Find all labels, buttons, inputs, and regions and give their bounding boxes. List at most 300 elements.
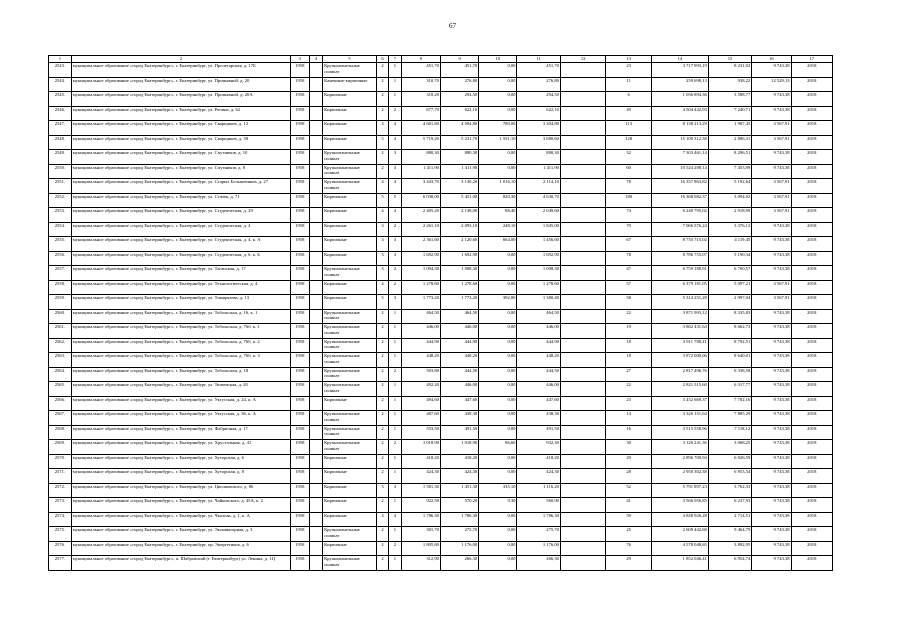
- cell-address: муниципальное образование «город Екатеринбург», г. Екатеринбург, ул. Таганская, д. 17: [71, 266, 290, 281]
- page-number: 67: [449, 22, 456, 30]
- cell-living-area: 491,50: [440, 425, 478, 440]
- cell-year-renovated: [309, 208, 322, 223]
- cell-year-renovated: [309, 251, 322, 266]
- cell-floors: 2: [376, 425, 388, 440]
- cell-planned-year: 2018: [791, 309, 832, 324]
- cell-wall-material: Кирпичные: [323, 222, 377, 237]
- cell-total-area: 446,00: [401, 324, 440, 339]
- cell-cost-per-sqm: 7 453,99: [708, 164, 751, 179]
- cell-entrances: 4: [389, 179, 401, 194]
- cell-blank: [560, 469, 606, 484]
- cell-planned-year: 2018: [791, 353, 832, 368]
- cell-max-cost-per-sqm: 3 567,91: [752, 295, 791, 310]
- cell-wall-material: Кирпичные: [323, 251, 377, 266]
- column-number-header: 2: [71, 56, 290, 63]
- column-number-header: 8: [401, 56, 440, 63]
- cell-total-area: 444,90: [401, 338, 440, 353]
- cell-residential-area: 2 049,60: [517, 208, 560, 223]
- cell-cost-per-sqm: 5 192,64: [708, 179, 751, 194]
- cell-wall-material: Кирпичные: [323, 237, 377, 252]
- cell-floors: 5: [376, 295, 388, 310]
- cell-non-residential-area: 0,00: [479, 353, 517, 368]
- cell-residents: 78: [606, 251, 652, 266]
- cell-residents: 22: [606, 382, 652, 397]
- cell-max-cost-per-sqm: 3 567,91: [752, 280, 791, 295]
- cell-row-number: 2543.: [49, 63, 72, 78]
- cell-row-number: 2572.: [49, 483, 72, 498]
- cell-wall-material: Крупнопанельные силикат: [323, 353, 377, 368]
- cell-max-cost-per-sqm: 9 743,38: [752, 382, 791, 397]
- cell-planned-year: 2018: [791, 135, 832, 150]
- cell-non-residential-area: 820,30: [479, 193, 517, 208]
- cell-repair-cost: 4 848 926,28: [651, 512, 708, 527]
- cell-year-renovated: [309, 411, 322, 426]
- cell-total-area: 310,70: [401, 77, 440, 92]
- cell-blank: [560, 208, 606, 223]
- cell-total-area: 2 405,20: [401, 208, 440, 223]
- cell-address: муниципальное образование «город Екатеринбург», г. Екатеринбург, ул. Чайковского, д. 45А, к. 2: [71, 498, 290, 513]
- cell-planned-year: 2018: [791, 396, 832, 411]
- cell-cost-per-sqm: 6 926,59: [708, 454, 751, 469]
- cell-repair-cost: 8 735 715,02: [651, 237, 708, 252]
- cell-cost-per-sqm: 7 885,29: [708, 411, 751, 426]
- cell-planned-year: 2018: [791, 164, 832, 179]
- cell-max-cost-per-sqm: 9 743,38: [752, 396, 791, 411]
- cell-floors: 2: [376, 454, 388, 469]
- cell-year-built: 1958: [291, 324, 310, 339]
- cell-entrances: 5: [389, 193, 401, 208]
- cell-entrances: 4: [389, 135, 401, 150]
- column-number-header: 16: [752, 56, 791, 63]
- cell-year-renovated: [309, 454, 322, 469]
- cell-wall-material: Крупнопанельные силикат: [323, 527, 377, 542]
- cell-repair-cost: 1 852 046,41: [651, 556, 708, 571]
- cell-cost-per-sqm: 9 464,79: [708, 527, 751, 542]
- cell-year-built: 1958: [291, 338, 310, 353]
- cell-max-cost-per-sqm: 9 743,38: [752, 353, 791, 368]
- cell-repair-cost: 3 872 000,06: [651, 353, 708, 368]
- column-number-header: 14: [651, 56, 708, 63]
- cell-residential-area: 1 692,90: [517, 251, 560, 266]
- cell-address: муниципальное образование «город Екатеринбург», г. Екатеринбург, ул. Тобольская, д. 76б, к. 1: [71, 324, 290, 339]
- cell-address: муниципальное образование «город Екатеринбург», г. Екатеринбург, ул. Спутников, д. 8: [71, 164, 290, 179]
- cell-total-area: 1 411,90: [401, 164, 440, 179]
- cell-residents: 113: [606, 121, 652, 136]
- cell-year-renovated: [309, 135, 322, 150]
- cell-non-residential-area: 664,00: [479, 237, 517, 252]
- cell-year-built: 1958: [291, 251, 310, 266]
- cell-total-area: 6 038,00: [401, 193, 440, 208]
- cell-year-renovated: [309, 324, 322, 339]
- cell-max-cost-per-sqm: 9 743,38: [752, 251, 791, 266]
- cell-wall-material: Крупнопанельные силикат: [323, 266, 377, 281]
- cell-non-residential-area: 0,00: [479, 527, 517, 542]
- cell-living-area: 275,70: [440, 527, 478, 542]
- cell-planned-year: 2018: [791, 251, 832, 266]
- column-number-header: 1: [49, 56, 72, 63]
- cell-residents: 70: [606, 222, 652, 237]
- cell-repair-cost: 6 759 188,91: [651, 266, 708, 281]
- cell-planned-year: 2018: [791, 193, 832, 208]
- cell-living-area: 464,50: [440, 309, 478, 324]
- cell-residential-area: 1 278,60: [517, 280, 560, 295]
- cell-wall-material: Крупнопанельные силикат: [323, 150, 377, 165]
- cell-year-built: 1958: [291, 106, 310, 121]
- cell-wall-material: Кирпичные: [323, 469, 377, 484]
- cell-blank: [560, 483, 606, 498]
- cell-floors: 2: [376, 367, 388, 382]
- cell-row-number: 2566.: [49, 396, 72, 411]
- cell-address: муниципальное образование «город Екатеринбург», г. Екатеринбург, ул. Старых Большевиков, д. 27: [71, 179, 290, 194]
- cell-floors: 2: [376, 150, 388, 165]
- cell-living-area: 1 773,20: [440, 295, 478, 310]
- cell-planned-year: 2018: [791, 440, 832, 455]
- cell-non-residential-area: 0,00: [479, 396, 517, 411]
- cell-wall-material: Кирпичные: [323, 92, 377, 107]
- cell-entrances: 3: [389, 251, 401, 266]
- cell-row-number: 2546.: [49, 106, 72, 121]
- cell-max-cost-per-sqm: 9 743,38: [752, 309, 791, 324]
- cell-blank: [560, 266, 606, 281]
- cell-entrances: 1: [389, 63, 401, 78]
- cell-row-number: 2558.: [49, 280, 72, 295]
- cell-non-residential-area: 86,60: [479, 440, 517, 455]
- cell-entrances: 1: [389, 454, 401, 469]
- cell-floors: 2: [376, 556, 388, 571]
- cell-entrances: 1: [389, 309, 401, 324]
- cell-floors: 5: [376, 135, 388, 150]
- cell-cost-per-sqm: 3 094,02: [708, 193, 751, 208]
- cell-row-number: 2552.: [49, 193, 72, 208]
- cell-address: муниципальное образование «город Екатеринбург», г. Екатеринбург, ул. Пролетарская, д. 17Б: [71, 63, 290, 78]
- cell-year-renovated: [309, 353, 322, 368]
- cell-wall-material: Крупнопанельные силикат: [323, 382, 377, 397]
- cell-residents: 6: [606, 92, 652, 107]
- cell-repair-cost: 4 504 442,93: [651, 106, 708, 121]
- column-number-header: 3: [291, 56, 310, 63]
- cell-blank: [560, 193, 606, 208]
- cell-entrances: 2: [389, 367, 401, 382]
- cell-residents: 19: [606, 324, 652, 339]
- cell-wall-material: Кирпичные: [323, 541, 377, 556]
- cell-repair-cost: 3 432 669,37: [651, 396, 708, 411]
- cell-cost-per-sqm: 5 097,21: [708, 280, 751, 295]
- cell-max-cost-per-sqm: 9 743,38: [752, 469, 791, 484]
- cell-cost-per-sqm: 3 892,95: [708, 541, 751, 556]
- cell-address: муниципальное образование «город Екатеринбург», г. Екатеринбург, ул. Хрустальная, д. 41: [71, 440, 290, 455]
- cell-floors: 2: [376, 382, 388, 397]
- cell-floors: 4: [376, 280, 388, 295]
- cell-entrances: 3: [389, 164, 401, 179]
- cell-max-cost-per-sqm: 12 529,13: [752, 77, 791, 92]
- cell-living-area: 448,20: [440, 353, 478, 368]
- cell-max-cost-per-sqm: 9 743,38: [752, 367, 791, 382]
- cell-residential-area: 294,50: [517, 92, 560, 107]
- cell-total-area: 1 278,60: [401, 280, 440, 295]
- cell-blank: [560, 527, 606, 542]
- cell-living-area: 1 018,90: [440, 440, 478, 455]
- cell-row-number: 2567.: [49, 411, 72, 426]
- cell-blank: [560, 440, 606, 455]
- cell-max-cost-per-sqm: 9 743,38: [752, 411, 791, 426]
- cell-floors: 3: [376, 121, 388, 136]
- cell-residents: 32: [606, 150, 652, 165]
- column-number-header: 13: [606, 56, 652, 63]
- cell-planned-year: 2018: [791, 222, 832, 237]
- cell-year-renovated: [309, 498, 322, 513]
- cell-repair-cost: 3 515 558,96: [651, 425, 708, 440]
- cell-floors: 3: [376, 483, 388, 498]
- cell-cost-per-sqm: 6 953,34: [708, 469, 751, 484]
- cell-wall-material: Крупнопанельные силикат: [323, 367, 377, 382]
- cell-floors: 2: [376, 92, 388, 107]
- cell-repair-cost: 3 126 241,36: [651, 440, 708, 455]
- cell-year-built: 1958: [291, 469, 310, 484]
- cell-residential-area: 444,50: [517, 367, 560, 382]
- table-row: [49, 63, 833, 78]
- cell-residents: 60: [606, 164, 652, 179]
- cell-entrances: 1: [389, 324, 401, 339]
- cell-blank: [560, 280, 606, 295]
- cell-non-residential-area: 0,00: [479, 338, 517, 353]
- cell-floors: 2: [376, 106, 388, 121]
- table-row: [49, 251, 833, 266]
- cell-address: муниципальное образование «город Екатеринбург», г. Екатеринбург, ул. Тобольская, д. 18: [71, 367, 290, 382]
- cell-year-built: 1958: [291, 193, 310, 208]
- cell-total-area: 1 773,20: [401, 295, 440, 310]
- cell-max-cost-per-sqm: 9 743,38: [752, 63, 791, 78]
- cell-planned-year: 2018: [791, 454, 832, 469]
- cell-total-area: 451,70: [401, 63, 440, 78]
- table-row: [49, 469, 833, 484]
- cell-entrances: 3: [389, 150, 401, 165]
- cell-living-area: 1 176,00: [440, 541, 478, 556]
- cell-entrances: 4: [389, 512, 401, 527]
- cell-residents: 59: [606, 512, 652, 527]
- cell-residential-area: 1 411,90: [517, 164, 560, 179]
- cell-living-area: 880,30: [440, 150, 478, 165]
- cell-cost-per-sqm: 8 662,73: [708, 324, 751, 339]
- cell-blank: [560, 135, 606, 150]
- cell-year-renovated: [309, 266, 322, 281]
- cell-residents: 67: [606, 237, 652, 252]
- cell-non-residential-area: 0,00: [479, 77, 517, 92]
- cell-row-number: 2568.: [49, 425, 72, 440]
- cell-floors: 2: [376, 324, 388, 339]
- cell-max-cost-per-sqm: 9 743,38: [752, 512, 791, 527]
- column-number-header: 4: [309, 56, 322, 63]
- cell-non-residential-area: 335,10: [479, 483, 517, 498]
- cell-blank: [560, 338, 606, 353]
- cell-year-built: 1958: [291, 309, 310, 324]
- cell-total-area: 880,30: [401, 150, 440, 165]
- cell-wall-material: Кирпичные: [323, 193, 377, 208]
- cell-repair-cost: 6 379 181,05: [651, 280, 708, 295]
- cell-blank: [560, 237, 606, 252]
- cell-floors: 4: [376, 208, 388, 223]
- cell-year-built: 1958: [291, 411, 310, 426]
- cell-repair-cost: 10 524 288,14: [651, 164, 708, 179]
- cell-residents: 11: [606, 77, 652, 92]
- cell-living-area: 444,90: [440, 338, 478, 353]
- cell-cost-per-sqm: 7 782,16: [708, 396, 751, 411]
- cell-non-residential-area: 0,00: [479, 106, 517, 121]
- cell-cost-per-sqm: 7 240,71: [708, 106, 751, 121]
- cell-living-area: 418,20: [440, 454, 478, 469]
- table-row: [49, 396, 833, 411]
- cell-address: муниципальное образование «город Екатеринбург», г. Екатеринбург, ул. Хуторская, д. 6: [71, 454, 290, 469]
- cell-living-area: 1 786,30: [440, 512, 478, 527]
- cell-living-area: 451,70: [440, 63, 478, 78]
- cell-non-residential-area: 0,00: [479, 63, 517, 78]
- cell-blank: [560, 77, 606, 92]
- cell-year-built: 1958: [291, 527, 310, 542]
- cell-planned-year: 2018: [791, 498, 832, 513]
- cell-address: муниципальное образование «город Екатеринбург», г. Екатеринбург, ул. Чкалова, д. 1, к. А: [71, 512, 290, 527]
- table-row: [49, 527, 833, 542]
- cell-entrances: 1: [389, 411, 401, 426]
- cell-residents: 29: [606, 454, 652, 469]
- cell-total-area: 677,70: [401, 106, 440, 121]
- cell-cost-per-sqm: 6 237,93: [708, 498, 751, 513]
- cell-row-number: 2573.: [49, 498, 72, 513]
- table-row: [49, 164, 833, 179]
- cell-floors: 2: [376, 527, 388, 542]
- cell-max-cost-per-sqm: 9 743,38: [752, 541, 791, 556]
- cell-row-number: 2561.: [49, 324, 72, 339]
- cell-repair-cost: 16 357 863,82: [651, 179, 708, 194]
- cell-year-built: 1958: [291, 135, 310, 150]
- cell-entrances: 1: [389, 527, 401, 542]
- table-row: [49, 121, 833, 136]
- cell-repair-cost: 16 368 082,37: [651, 193, 708, 208]
- cell-non-residential-area: 0,00: [479, 92, 517, 107]
- cell-wall-material: Кирпичные: [323, 396, 377, 411]
- cell-planned-year: 2018: [791, 280, 832, 295]
- cell-total-area: 1 692,90: [401, 251, 440, 266]
- cell-year-renovated: [309, 106, 322, 121]
- cell-planned-year: 2018: [791, 150, 832, 165]
- cell-repair-cost: 7 066 576,24: [651, 222, 708, 237]
- cell-max-cost-per-sqm: 9 743,38: [752, 106, 791, 121]
- cell-non-residential-area: 0,00: [479, 454, 517, 469]
- cell-total-area: 922,50: [401, 498, 440, 513]
- cell-repair-cost: 3 871 993,12: [651, 309, 708, 324]
- cell-row-number: 2550.: [49, 164, 72, 179]
- cell-repair-cost: 1 056 894,36: [651, 92, 708, 107]
- cell-residents: 47: [606, 266, 652, 281]
- table-row: [49, 353, 833, 368]
- cell-repair-cost: 3 566 056,85: [651, 498, 708, 513]
- cell-floors: 2: [376, 469, 388, 484]
- cell-non-residential-area: 780,00: [479, 121, 517, 136]
- cell-wall-material: Кирпичные: [323, 295, 377, 310]
- cell-blank: [560, 512, 606, 527]
- cell-floors: 4: [376, 179, 388, 194]
- cell-non-residential-area: 0,00: [479, 150, 517, 165]
- cell-row-number: 2547.: [49, 121, 72, 136]
- cell-living-area: 1 278,60: [440, 280, 478, 295]
- table-row: [49, 309, 833, 324]
- cell-address: муниципальное образование «город Екатеринбург», г. Екатеринбург, ул. Студенческая, д. 4: [71, 222, 290, 237]
- cell-year-renovated: [309, 63, 322, 78]
- cell-residential-area: 438,30: [517, 411, 560, 426]
- cell-planned-year: 2018: [791, 556, 832, 571]
- cell-repair-cost: 2 821 515,60: [651, 382, 708, 397]
- cell-year-renovated: [309, 295, 322, 310]
- cell-address: муниципальное образование «город Екатеринбург», г. Екатеринбург, ул. Промывной, д. 20: [71, 77, 290, 92]
- cell-address: муниципальное образование «город Екатеринбург», г. Екатеринбург, ул. Тимирязева, д. 13: [71, 295, 290, 310]
- cell-total-area: 1 805,80: [401, 541, 440, 556]
- cell-entrances: 4: [389, 121, 401, 136]
- cell-blank: [560, 92, 606, 107]
- cell-residential-area: 448,20: [517, 353, 560, 368]
- column-number-header: 9: [440, 56, 478, 63]
- cell-row-number: 2555.: [49, 237, 72, 252]
- cell-total-area: 301,70: [401, 527, 440, 542]
- cell-residential-area: 1 176,00: [517, 541, 560, 556]
- cell-living-area: 570,20: [440, 498, 478, 513]
- cell-repair-cost: 8 138 213,29: [651, 121, 708, 136]
- table-row: [49, 541, 833, 556]
- cell-cost-per-sqm: 8 231,02: [708, 63, 751, 78]
- cell-year-built: 1958: [291, 63, 310, 78]
- cell-residents: 23: [606, 63, 652, 78]
- cell-max-cost-per-sqm: 9 743,38: [752, 338, 791, 353]
- cell-living-area: 1 451,30: [440, 483, 478, 498]
- table-row: [49, 92, 833, 107]
- cell-repair-cost: 6 240 795,02: [651, 208, 708, 223]
- cell-floors: 2: [376, 541, 388, 556]
- header-row: [49, 56, 833, 63]
- cell-residents: 18: [606, 353, 652, 368]
- cell-address: муниципальное образование «город Екатеринбург», п. Шабровский (г. Екатеринбург) ул. Ленина, д. 1Ц: [71, 556, 290, 571]
- cell-year-built: 1958: [291, 367, 310, 382]
- cell-max-cost-per-sqm: 3 567,91: [752, 208, 791, 223]
- table-row: [49, 280, 833, 295]
- cell-residents: 23: [606, 396, 652, 411]
- cell-repair-cost: 8 786 755,07: [651, 251, 708, 266]
- cell-wall-material: Крупнопанельные силикат: [323, 425, 377, 440]
- cell-year-built: 1958: [291, 382, 310, 397]
- cell-residential-area: 3 304,80: [517, 121, 560, 136]
- cell-row-number: 2569.: [49, 440, 72, 455]
- cell-floors: 2: [376, 411, 388, 426]
- cell-residents: 41: [606, 498, 652, 513]
- cell-blank: [560, 556, 606, 571]
- cell-row-number: 2570.: [49, 454, 72, 469]
- cell-residential-area: 446,00: [517, 324, 560, 339]
- cell-year-renovated: [309, 179, 322, 194]
- cell-year-built: 1958: [291, 498, 310, 513]
- cell-residential-area: 1 786,30: [517, 512, 560, 527]
- cell-living-area: 1 411,90: [440, 164, 478, 179]
- cell-entrances: 1: [389, 425, 401, 440]
- cell-entrances: 1: [389, 353, 401, 368]
- cell-residents: 29: [606, 556, 652, 571]
- cell-blank: [560, 353, 606, 368]
- cell-max-cost-per-sqm: 9 743,38: [752, 164, 791, 179]
- cell-living-area: 444,50: [440, 367, 478, 382]
- cell-year-built: 1958: [291, 266, 310, 281]
- cell-max-cost-per-sqm: 3 567,91: [752, 121, 791, 136]
- cell-wall-material: Кирпичные: [323, 135, 377, 150]
- cell-entrances: 1: [389, 469, 401, 484]
- cell-blank: [560, 367, 606, 382]
- cell-row-number: 2559.: [49, 295, 72, 310]
- cell-residents: 22: [606, 309, 652, 324]
- table-row: [49, 150, 833, 165]
